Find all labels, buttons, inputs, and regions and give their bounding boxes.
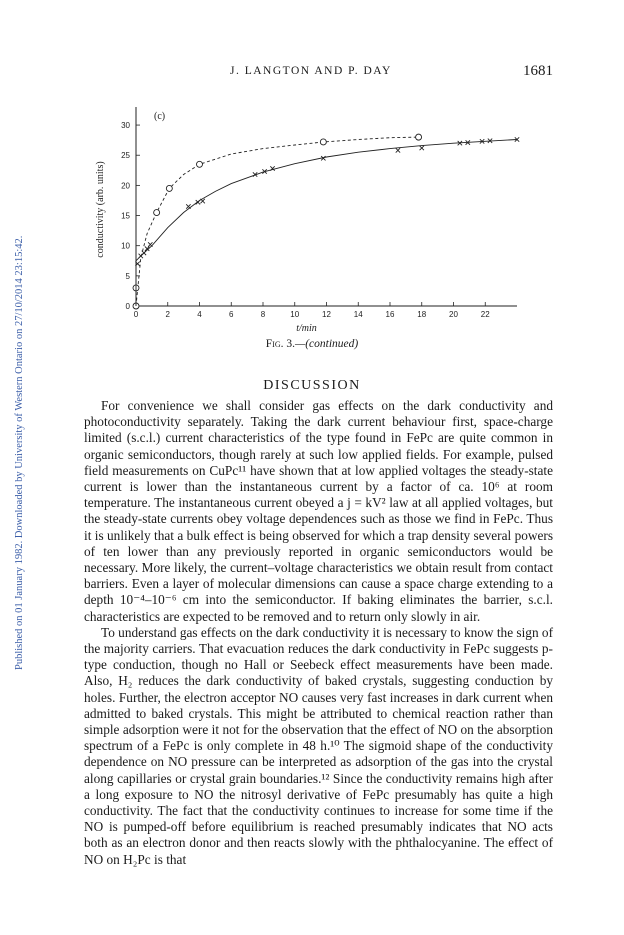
y-tick-label: 5 [125,271,130,281]
series-2-point [142,251,146,255]
series-1-point [416,134,422,140]
series-2-point [420,146,424,150]
x-tick-label: 12 [322,310,331,319]
series-1-point [166,185,172,191]
x-tick-label: 8 [260,310,266,319]
series-2-curve [136,140,517,307]
y-tick-label: 25 [121,151,130,161]
y-tick-label: 20 [121,181,130,191]
y-tick-label: 10 [121,241,130,251]
download-watermark-text: Published on 01 January 1982. Downloaded by University of Western Ontario on 27/10/2014 23:15:42. [14,235,25,670]
x-tick-label: 2 [165,310,170,319]
paragraph: To understand gas effects on the dark conductivity it is necessary to know the sign of the majority carriers. That evacuation reduces the dark conductivity in FePc suggests p-type conduction, though no Hall or Seebeck effect measurements have been made. Also, H₂ reduces the dark conductivity of baked crystals, suggesting conduction by holes. Further, the electron acceptor NO causes very fast increases in dark current when admitted to baked crystals. This might be attributed to chemical reaction rather than simple adsorption were it not for the observation that the effect of NO on the absorption spectrum of a FePc is only complete in 48 h.¹⁰ The sigmoid shape of the conductivity dependence on NO pressure can be interpreted as adsorption of the gas into the crystal along capillaries or crystal grain boundaries.¹² Since the conductivity remains high after a long exposure to NO the nitrosyl derivative of FePc presumably has quite a high conductivity. The fact that the conductivity continues to increase for some time if the NO is pumped-off before equilibrium is reached presumably indicates that NO acts both as an electron donor and then reacts slowly with the phthalocyanine. The effect of NO on H₂Pc is that [84,624,553,867]
body-text [84,398,553,868]
x-tick-label: 4 [197,310,202,319]
x-tick-label: 18 [417,310,427,319]
series-2-point [396,148,400,152]
series-1-point [154,210,160,216]
x-tick-label: 20 [449,310,458,319]
series-1-curve [136,137,419,306]
x-tick-label: 6 [229,310,234,319]
panel-label: (c) [154,111,166,122]
figure-caption [0,338,624,350]
x-tick-label: 0 [133,310,139,319]
x-axis-label: t/min [296,323,317,334]
y-tick-label: 0 [125,302,130,311]
x-tick-label: 10 [290,310,300,319]
page-header [0,63,624,83]
download-watermark [2,130,25,670]
paragraph: For convenience we shall consider gas effects on the dark conductivity and photoconductivity separately. Taking the dark current behaviour first, space-charge limited (s.c.l.) current characteristics of the type found in FePc are quite common in organic semiconductors, though rarely at such low applied fields. For example, pulsed field measurements on CuPc¹¹ have shown that at low applied voltages the steady-state current is lower than the instantaneous current by a factor of ca. 10⁶ at room temperature. The instantaneous current obeyed a j = kV² law at all applied voltages, but the steady-state currents obey voltage dependences such as those we find in FePc. Thus it is unlikely that a bulk effect is being observed for which a trap density several powers of ten lower than any previously reported in organic semiconductors would be necessary. More likely, the current–voltage characteristics we obtain result from contact barriers. Even a layer of molecular dimensions can cause a space charge extending to a depth 10⁻⁴–10⁻⁶ cm into the semiconductor. If baking eliminates the barrier, s.c.l. characteristics are expected to be removed and to return only slowly in air. [84,398,553,624]
page-number: 1681 [523,63,553,79]
series-2-point [186,204,190,208]
series-2-point [148,242,152,246]
x-tick-label: 22 [480,310,490,319]
y-tick-label: 15 [121,211,130,221]
series-2-point [200,199,204,203]
figure-caption-label: Fig. 3. [265,338,295,350]
figure-caption-continued: —(continued) [294,338,359,350]
section-title: DISCUSSION [263,378,361,393]
x-tick-label: 14 [353,310,363,319]
series-1-point [197,161,203,167]
series-1-point [320,139,326,145]
y-axis-label: conductivity (arb. units) [95,161,106,258]
figure-3c [88,100,528,350]
conductivity-chart [88,100,528,350]
running-head: J. LANGTON AND P. DAY [230,65,392,77]
y-tick-label: 30 [121,121,130,131]
series-2-point [196,200,200,204]
x-tick-label: 16 [385,310,395,319]
